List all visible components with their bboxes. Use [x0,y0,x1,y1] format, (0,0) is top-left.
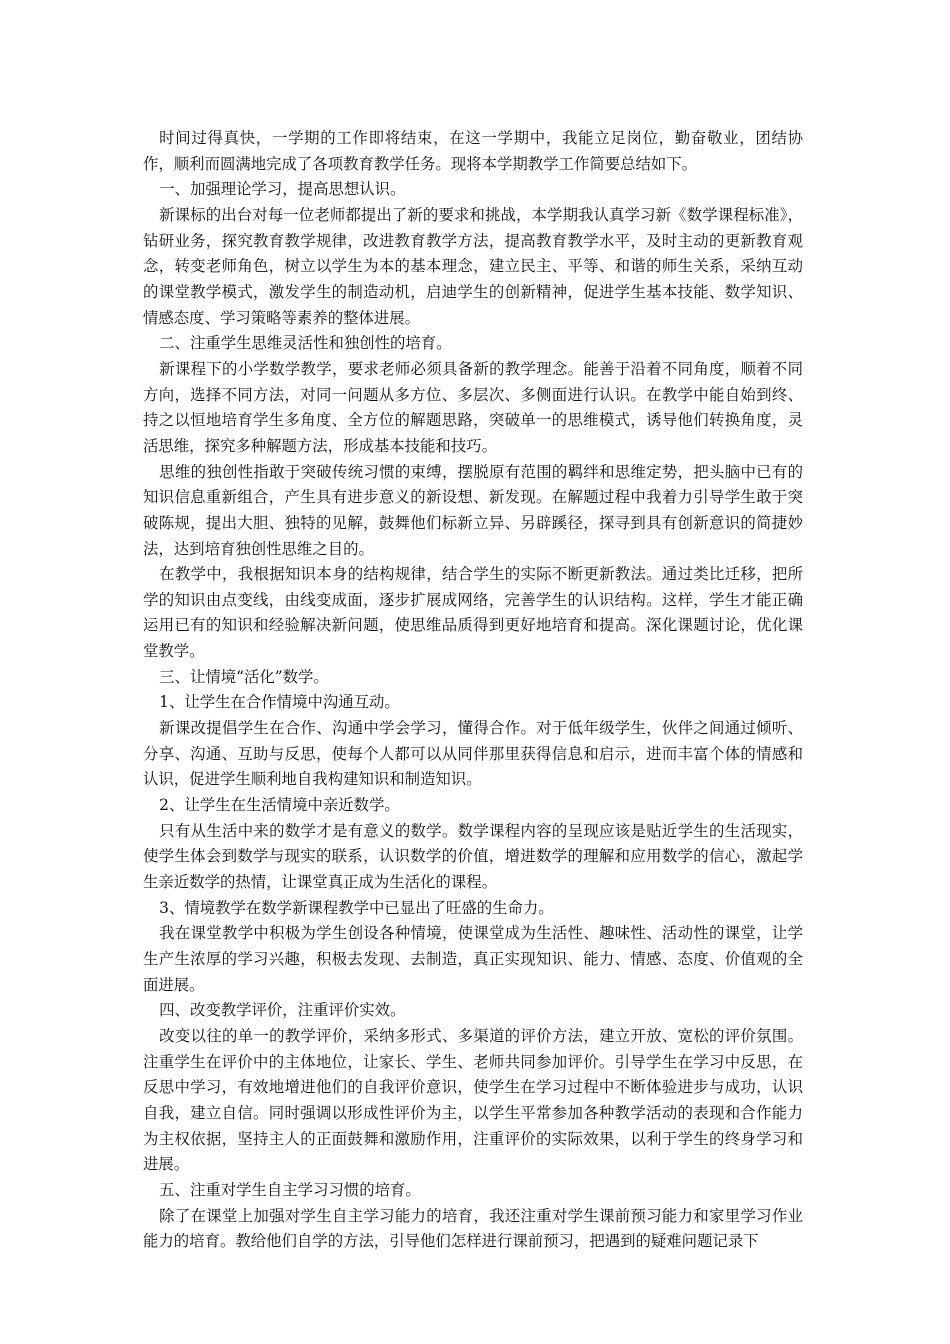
section-heading-5: 五、注重对学生自主学习习惯的培育。 [159,1180,421,1199]
body-paragraph: 新课改提倡学生在合作、沟通中学会学习，懂得合作。对于低年级学生，伙伴之间通过倾听、分享、沟通、互助与反思，使每个人都可以从同伴那里获得信息和启示，进而丰富个体的情感和认识，促进学生顺利地自我构建知识和制造知识。 [143,719,803,789]
section-heading-1: 一、加强理论学习，提高思想认识。 [159,180,406,199]
body-paragraph: 思维的独创性指敢于突破传统习惯的束缚，摆脱原有范围的羁绊和思维定势，把头脑中已有的知识信息重新组合，产生具有进步意义的新设想、新发现。在解题过程中我着力引导学生敢于突破陈规，提出大胆、独特的见解，鼓舞他们标新立异、另辟蹊径，探寻到具有创新意识的简捷妙法，达到培育独创性思维之目的。 [143,462,803,558]
section-heading-4: 四、改变教学评价，注重评价实效。 [159,1001,406,1020]
body-paragraph: 新课标的出台对每一位老师都提出了新的要求和挑战，本学期我认真学习新《数学课程标准》，钻研业务，探究教育教学规律，改进教育教学方法，提高教育教学水平，及时主动的更新教育观念，转变老师角色，树立以学生为本的基本理念，建立民主、平等、和谐的师生关系，采纳互动的课堂教学模式，激发学生的制造动机，启迪学生的创新精神，促进学生基本技能、数学知识、情感态度、学习策略等素养的整体进展。 [143,205,803,327]
section-heading-3: 三、让情境“活化”数学。 [159,667,329,686]
document-body [143,126,803,1255]
subsection-heading-3-1: 1、让学生在合作情境中沟通互动。 [159,693,400,712]
intro-paragraph: 时间过得真快，一学期的工作即将结束，在这一学期中，我能立足岗位，勤奋敬业，团结协作，顺利而圆满地完成了各项教育教学任务。现将本学期教学工作简要总结如下。 [143,129,803,173]
body-paragraph: 只有从生活中来的数学才是有意义的数学。数学课程内容的呈现应该是贴近学生的生活现实，使学生体会到数学与现实的联系，认识数学的价值，增进数学的理解和应用数学的信心，激起学生亲近数学的热情，让课堂真正成为生活化的课程。 [143,821,803,892]
subsection-heading-3-3: 3、情境教学在数学新课程教学中已显出了旺盛的生命力。 [159,898,554,917]
body-paragraph: 新课程下的小学数学教学，要求老师必须具备新的教学理念。能善于沿着不同角度，顺着不同方向，选择不同方法，对同一问题从多方位、多层次、多侧面进行认识。在教学中能自始到终、持之以恒地培育学生多角度、全方位的解题思路，突破单一的思维模式，诱导他们转换角度，灵活思维，探究多种解题方法，形成基本技能和技巧。 [143,359,803,455]
body-paragraph: 我在课堂教学中积极为学生创设各种情境，使课堂成为生活性、趣味性、活动性的课堂，让学生产生浓厚的学习兴趣，积极去发现、去制造，真正实现知识、能力、情感、态度、价值观的全面进展。 [143,924,803,994]
body-paragraph: 在教学中，我根据知识本身的结构规律，结合学生的实际不断更新教法。通过类比迁移，把所学的知识由点变线，由线变成面，逐步扩展成网络，完善学生的认识结构。这样，学生才能正确运用已有的知识和经验解决新问题，使思维品质得到更好地培育和提高。深化课题讨论，优化课堂教学。 [143,565,803,661]
body-paragraph: 除了在课堂上加强对学生自主学习能力的培育，我还注重对学生课前预习能力和家里学习作业能力的培育。教给他们自学的方法，引导他们怎样进行课前预习，把遇到的疑难问题记录下 [143,1206,803,1251]
section-heading-2: 二、注重学生思维灵活性和独创性的培育。 [159,334,452,353]
body-paragraph: 改变以往的单一的教学评价，采纳多形式、多渠道的评价方法，建立开放、宽松的评价氛围。注重学生在评价中的主体地位，让家长、学生、老师共同参加评价。引导学生在学习中反思，在反思中学习，有效地增进他们的自我评价意识，使学生在学习过程中不断体验进步与成功，认识自我，建立自信。同时强调以形成性评价为主，以学生平常参加各种教学活动的表现和合作能力为主权依据，坚持主人的正面鼓舞和激励作用，注重评价的实际效果，以利于学生的终身学习和进展。 [143,1026,803,1174]
subsection-heading-3-2: 2、让学生在生活情境中亲近数学。 [159,796,400,815]
